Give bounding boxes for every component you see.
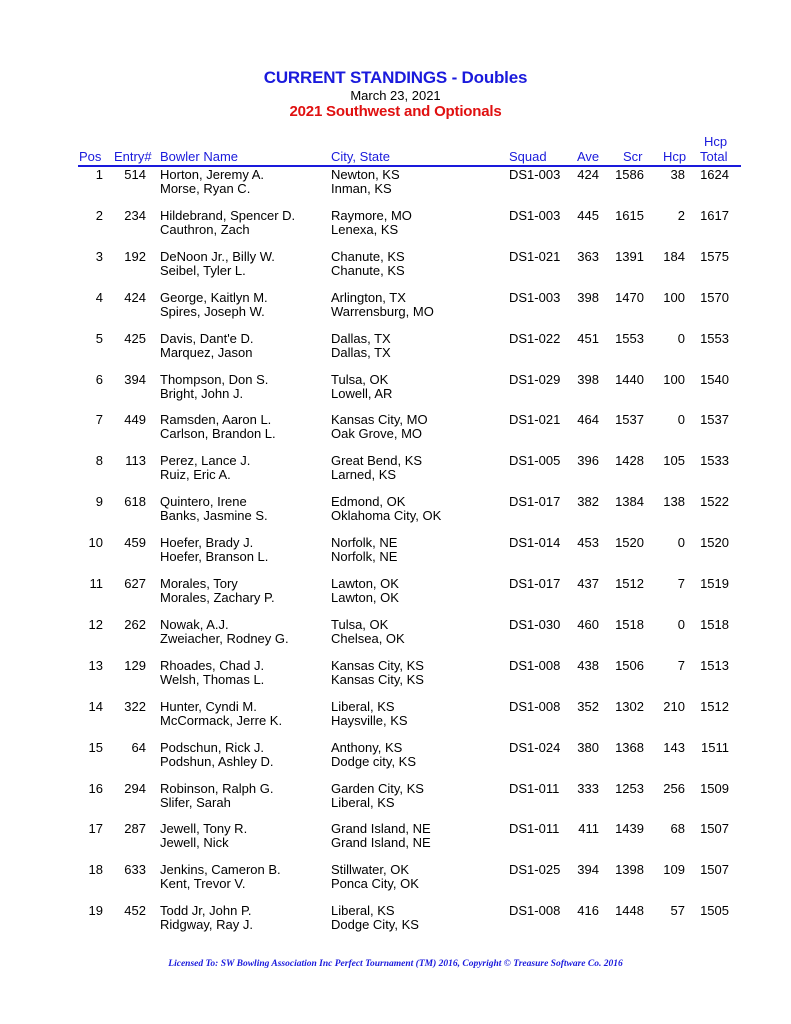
hcp-cell: 38 (670, 167, 685, 182)
entry-cell: 192 (124, 248, 146, 264)
squad-cell: DS1-030 (509, 616, 561, 632)
scr-cell: 1586 (615, 167, 644, 182)
city-state-1: Raymore, MO (331, 207, 412, 223)
table-row (0, 209, 791, 249)
hcp-cell: 2 (677, 207, 685, 223)
bowler-name-1: Todd Jr, John P. (160, 903, 252, 919)
hcp-cell: 0 (677, 412, 685, 428)
pos-cell: 19 (88, 903, 103, 919)
scr-cell: 1615 (615, 207, 644, 223)
table-row (0, 413, 791, 453)
pos-cell: 7 (95, 412, 103, 428)
pos-cell: 4 (95, 289, 103, 305)
pos-cell: 14 (88, 698, 103, 714)
hcp-cell: 210 (663, 698, 685, 714)
squad-cell: DS1-008 (509, 657, 561, 673)
hcp-cell: 256 (663, 780, 685, 796)
city-state-1: Newton, KS (331, 167, 400, 182)
scr-cell: 1553 (615, 330, 644, 346)
hcp-total-cell: 1522 (700, 494, 729, 510)
city-state-1: Tulsa, OK (331, 371, 389, 387)
page-title: CURRENT STANDINGS - Doubles (263, 68, 528, 87)
city-state-2: Lowell, AR (331, 385, 393, 401)
squad-cell: DS1-014 (509, 535, 561, 551)
scr-cell: 1520 (615, 535, 644, 551)
hcp-total-cell: 1553 (700, 330, 729, 346)
scr-cell: 1448 (615, 903, 644, 919)
city-state-1: Chanute, KS (331, 248, 405, 264)
pos-cell: 6 (95, 371, 103, 387)
ave-cell: 398 (577, 289, 599, 305)
hcp-total-cell: 1512 (700, 698, 729, 714)
city-state-2: Dallas, TX (331, 344, 391, 360)
hcp-total-cell: 1540 (700, 371, 729, 387)
hcp-cell: 57 (670, 903, 685, 919)
city-state-2: Warrensburg, MO (331, 303, 434, 319)
header-hcp-total-bottom: Total (700, 149, 728, 164)
scr-cell: 1439 (615, 821, 644, 837)
table-row (0, 822, 791, 862)
city-state-2: Inman, KS (331, 181, 392, 196)
squad-cell: DS1-022 (509, 330, 561, 346)
bowler-name-1: Podschun, Rick J. (160, 739, 265, 755)
entry-cell: 452 (124, 903, 146, 919)
city-state-2: Lawton, OK (331, 590, 399, 605)
city-state-1: Arlington, TX (331, 289, 406, 305)
scr-cell: 1398 (615, 862, 644, 878)
bowler-name-1: Hoefer, Brady J. (160, 535, 254, 551)
ave-cell: 363 (577, 248, 599, 264)
ave-cell: 416 (577, 903, 599, 919)
bowler-name-1: Davis, Dant'e D. (160, 330, 254, 346)
hcp-total-cell: 1509 (700, 780, 729, 796)
header-squad: Squad (509, 149, 547, 164)
city-state-1: Norfolk, NE (331, 535, 398, 551)
ave-cell: 396 (577, 453, 599, 469)
bowler-name-1: Jewell, Tony R. (160, 821, 248, 837)
bowler-name-2: Zweiacher, Rodney G. (160, 630, 289, 646)
hcp-cell: 0 (677, 535, 685, 551)
squad-cell: DS1-008 (509, 903, 561, 919)
bowler-name-2: Jewell, Nick (160, 835, 229, 851)
table-row (0, 700, 791, 740)
hcp-total-cell: 1511 (701, 739, 729, 755)
bowler-name-1: Perez, Lance J. (160, 453, 251, 469)
hcp-cell: 138 (663, 494, 685, 510)
ave-cell: 424 (577, 167, 599, 182)
city-state-1: Anthony, KS (331, 739, 403, 755)
bowler-name-2: Slifer, Sarah (160, 794, 231, 810)
hcp-cell: 7 (677, 657, 685, 673)
city-state-2: Liberal, KS (331, 794, 395, 810)
pos-cell: 9 (95, 494, 103, 510)
hcp-cell: 184 (663, 248, 685, 264)
city-state-1: Liberal, KS (331, 698, 395, 714)
bowler-name-1: George, Kaitlyn M. (160, 289, 268, 305)
bowler-name-2: Banks, Jasmine S. (160, 508, 268, 524)
table-row (0, 250, 791, 290)
hcp-cell: 100 (663, 289, 685, 305)
entry-cell: 129 (124, 657, 146, 673)
bowler-name-1: Nowak, A.J. (160, 616, 229, 632)
entry-cell: 322 (124, 698, 146, 714)
pos-cell: 16 (88, 780, 103, 796)
city-state-1: Kansas City, MO (331, 412, 428, 428)
pos-cell: 15 (88, 739, 103, 755)
ave-cell: 445 (577, 207, 599, 223)
city-state-2: Lenexa, KS (331, 221, 399, 237)
hcp-cell: 105 (663, 453, 685, 469)
hcp-cell: 68 (670, 821, 685, 837)
scr-cell: 1302 (615, 698, 644, 714)
hcp-total-cell: 1533 (700, 453, 729, 469)
table-row (0, 454, 791, 494)
hcp-total-cell: 1617 (700, 207, 729, 223)
header-entry: Entry# (114, 149, 152, 164)
scr-cell: 1384 (615, 494, 644, 510)
header-hcp: Hcp (663, 149, 687, 164)
scr-cell: 1470 (615, 289, 644, 305)
pos-cell: 11 (89, 576, 103, 591)
hcp-total-cell: 1507 (700, 862, 729, 878)
hcp-cell: 0 (677, 330, 685, 346)
city-state-2: Grand Island, NE (331, 835, 431, 851)
pos-cell: 12 (88, 616, 103, 632)
bowler-name-2: Kent, Trevor V. (160, 876, 246, 892)
license-footer: Licensed To: SW Bowling Association Inc Perfect Tournament (TM) 2016, Copyright © Treasure Software Co. 2016 (168, 959, 623, 969)
bowler-name-2: Ruiz, Eric A. (160, 467, 231, 483)
bowler-name-2: Spires, Joseph W. (160, 303, 265, 319)
bowler-name-1: Morales, Tory (160, 576, 238, 591)
bowler-name-1: Robinson, Ralph G. (160, 780, 274, 796)
scr-cell: 1428 (615, 453, 644, 469)
squad-cell: DS1-017 (509, 576, 561, 591)
squad-cell: DS1-003 (509, 207, 561, 223)
bowler-name-2: Morales, Zachary P. (160, 590, 275, 605)
bowler-name-2: Marquez, Jason (160, 344, 253, 360)
hcp-total-cell: 1518 (700, 616, 729, 632)
city-state-1: Kansas City, KS (331, 657, 424, 673)
bowler-name-2: Hoefer, Branson L. (160, 549, 269, 565)
city-state-1: Tulsa, OK (331, 616, 389, 632)
header-ave: Ave (577, 149, 600, 164)
city-state-2: Chanute, KS (331, 262, 405, 278)
city-state-2: Norfolk, NE (331, 549, 398, 565)
bowler-name-2: Welsh, Thomas L. (160, 671, 265, 687)
squad-cell: DS1-021 (509, 412, 561, 428)
entry-cell: 425 (124, 330, 146, 346)
ave-cell: 438 (577, 657, 599, 673)
city-state-1: Great Bend, KS (331, 453, 423, 469)
city-state-2: Oklahoma City, OK (331, 508, 442, 524)
header-scr: Scr (623, 149, 643, 164)
bowler-name-1: DeNoon Jr., Billy W. (160, 248, 275, 264)
city-state-2: Larned, KS (331, 467, 397, 483)
bowler-name-2: Carlson, Brandon L. (160, 426, 276, 442)
city-state-2: Haysville, KS (331, 712, 408, 728)
pos-cell: 8 (95, 453, 103, 469)
table-row (0, 904, 791, 944)
entry-cell: 618 (124, 494, 146, 510)
squad-cell: DS1-011 (509, 780, 560, 796)
entry-cell: 234 (124, 207, 146, 223)
bowler-name-1: Hunter, Cyndi M. (160, 698, 257, 714)
hcp-total-cell: 1520 (700, 535, 729, 551)
table-row (0, 536, 791, 576)
city-state-2: Oak Grove, MO (331, 426, 423, 442)
table-row (0, 741, 791, 781)
header-pos: Pos (79, 149, 102, 164)
hcp-total-cell: 1537 (700, 412, 729, 428)
hcp-total-cell: 1575 (700, 248, 729, 264)
bowler-name-2: Seibel, Tyler L. (160, 262, 246, 278)
city-state-1: Grand Island, NE (331, 821, 431, 837)
bowler-name-2: Morse, Ryan C. (160, 181, 251, 196)
entry-cell: 394 (124, 371, 146, 387)
hcp-total-cell: 1519 (700, 576, 729, 591)
city-state-1: Garden City, KS (331, 780, 424, 796)
entry-cell: 627 (124, 576, 146, 591)
bowler-name-2: Ridgway, Ray J. (160, 917, 253, 933)
ave-cell: 460 (577, 616, 599, 632)
bowler-name-2: Cauthron, Zach (160, 221, 250, 237)
bowler-name-1: Rhoades, Chad J. (160, 657, 265, 673)
pos-cell: 10 (88, 535, 103, 551)
ave-cell: 453 (577, 535, 599, 551)
city-state-2: Dodge city, KS (331, 753, 417, 769)
pos-cell: 18 (88, 862, 103, 878)
hcp-cell: 100 (663, 371, 685, 387)
bowler-name-1: Quintero, Irene (160, 494, 247, 510)
hcp-cell: 0 (677, 616, 685, 632)
scr-cell: 1253 (615, 780, 644, 796)
entry-cell: 633 (124, 862, 146, 878)
city-state-1: Edmond, OK (331, 494, 406, 510)
city-state-2: Dodge City, KS (331, 917, 419, 933)
scr-cell: 1368 (615, 739, 644, 755)
scr-cell: 1512 (615, 576, 644, 591)
ave-cell: 464 (577, 412, 599, 428)
entry-cell: 449 (124, 412, 146, 428)
entry-cell: 262 (124, 616, 146, 632)
pos-cell: 2 (95, 207, 103, 223)
squad-cell: DS1-008 (509, 698, 561, 714)
table-row (0, 332, 791, 372)
city-state-1: Lawton, OK (331, 576, 399, 591)
ave-cell: 398 (577, 371, 599, 387)
bowler-name-1: Jenkins, Cameron B. (160, 862, 281, 878)
ave-cell: 451 (577, 330, 599, 346)
city-state-1: Stillwater, OK (331, 862, 410, 878)
table-row (0, 659, 791, 699)
hcp-total-cell: 1507 (700, 821, 729, 837)
squad-cell: DS1-005 (509, 453, 561, 469)
ave-cell: 352 (577, 698, 599, 714)
squad-cell: DS1-003 (509, 167, 561, 182)
ave-cell: 333 (577, 780, 599, 796)
hcp-total-cell: 1505 (700, 903, 729, 919)
bowler-name-2: Podshun, Ashley D. (160, 753, 274, 769)
entry-cell: 459 (124, 535, 146, 551)
event-name: 2021 Southwest and Optionals (289, 103, 502, 120)
table-row (0, 291, 791, 331)
pos-cell: 13 (88, 657, 103, 673)
entry-cell: 287 (124, 821, 146, 837)
entry-cell: 64 (131, 739, 146, 755)
entry-cell: 514 (124, 167, 146, 182)
bowler-name-1: Hildebrand, Spencer D. (160, 207, 296, 223)
city-state-2: Chelsea, OK (331, 630, 405, 646)
scr-cell: 1391 (615, 248, 644, 264)
squad-cell: DS1-003 (509, 289, 561, 305)
header-city-state: City, State (331, 149, 391, 164)
bowler-name-2: McCormack, Jerre K. (160, 712, 283, 728)
hcp-cell: 109 (663, 862, 685, 878)
bowler-name-1: Thompson, Don S. (160, 371, 269, 387)
squad-cell: DS1-029 (509, 371, 561, 387)
table-row (0, 618, 791, 658)
hcp-cell: 7 (677, 576, 685, 591)
scr-cell: 1518 (615, 616, 644, 632)
table-row (0, 373, 791, 413)
bowler-name-2: Bright, John J. (160, 385, 244, 401)
squad-cell: DS1-025 (509, 862, 561, 878)
bowler-name-1: Ramsden, Aaron L. (160, 412, 272, 428)
scr-cell: 1537 (615, 412, 644, 428)
pos-cell: 5 (95, 330, 103, 346)
hcp-total-cell: 1513 (700, 657, 729, 673)
scr-cell: 1506 (615, 657, 644, 673)
pos-cell: 3 (95, 248, 103, 264)
city-state-2: Ponca City, OK (331, 876, 419, 892)
entry-cell: 424 (124, 289, 146, 305)
pos-cell: 17 (88, 821, 103, 837)
hcp-total-cell: 1624 (700, 167, 729, 182)
hcp-total-cell: 1570 (700, 289, 729, 305)
header-hcp-total-top: Hcp (704, 134, 728, 149)
squad-cell: DS1-011 (509, 821, 560, 837)
report-date: March 23, 2021 (350, 88, 441, 103)
ave-cell: 382 (577, 494, 599, 510)
table-row (0, 168, 791, 208)
city-state-2: Kansas City, KS (331, 671, 424, 687)
squad-cell: DS1-021 (509, 248, 561, 264)
bowler-name-1: Horton, Jeremy A. (160, 167, 265, 182)
city-state-1: Liberal, KS (331, 903, 395, 919)
scr-cell: 1440 (615, 371, 644, 387)
squad-cell: DS1-017 (509, 494, 561, 510)
header-bowler-name: Bowler Name (160, 149, 239, 164)
ave-cell: 380 (577, 739, 599, 755)
ave-cell: 394 (577, 862, 599, 878)
table-row (0, 782, 791, 822)
city-state-1: Dallas, TX (331, 330, 391, 346)
ave-cell: 437 (577, 576, 599, 591)
entry-cell: 113 (125, 453, 146, 469)
table-row (0, 495, 791, 535)
ave-cell: 411 (578, 821, 599, 837)
entry-cell: 294 (124, 780, 146, 796)
squad-cell: DS1-024 (509, 739, 561, 755)
table-row (0, 863, 791, 903)
pos-cell: 1 (95, 167, 103, 182)
hcp-cell: 143 (663, 739, 685, 755)
table-row (0, 577, 791, 617)
